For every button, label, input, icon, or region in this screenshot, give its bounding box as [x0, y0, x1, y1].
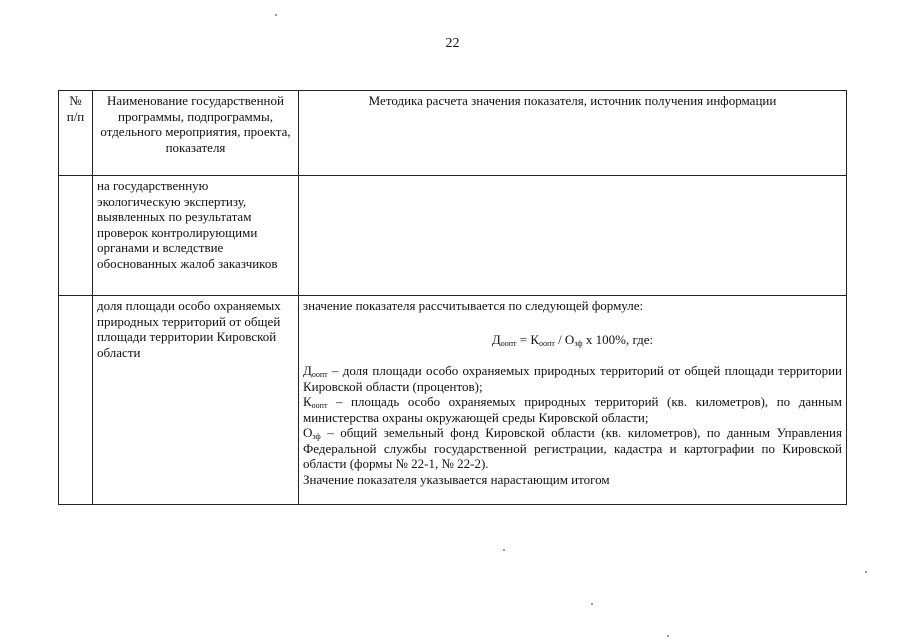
table-row	[59, 296, 847, 505]
scan-speck	[503, 549, 505, 551]
row-number-cell	[59, 296, 93, 505]
header-name: Наименование государственной программы, подпрограммы, отдельного мероприятия, проекта, показателя	[93, 91, 299, 176]
method-outro: Значение показателя указывается нарастающим итогом	[303, 471, 610, 487]
row-method-cell	[299, 176, 847, 296]
scan-speck	[865, 571, 867, 573]
page-number: 22	[445, 36, 460, 51]
definition-o-zf: $О_{зф}$ – общий земельный фонд Кировской области (кв. километров), по данным Управления Федеральной службы государственной регистрации, кадастра и картографии по Кировской области (формы № 22-1, № 22-2).	[303, 425, 842, 471]
header-number: № п/п	[59, 91, 93, 176]
definition-k-oopt: $К_{оопт}$ – площадь особо охраняемых природных территорий (кв. километров), по данным министерства охраны окружающей среды Кировской области;	[303, 394, 842, 425]
scan-speck	[591, 603, 593, 605]
definition-d-oopt: $Д_{оопт}$ – доля площади особо охраняемых природных территорий от общей площади территории Кировской области (процентов);	[303, 363, 842, 394]
row-name-cell: на государственную экологическую экспертизу, выявленных по результатам проверок контролирующими органами и вследствие обоснованных жалоб заказчиков	[93, 176, 299, 296]
table-row	[59, 176, 847, 296]
row-number-cell	[59, 176, 93, 296]
row-method-cell	[299, 296, 847, 505]
scan-speck	[275, 14, 277, 16]
scan-speck	[667, 635, 669, 637]
method-intro: значение показателя рассчитывается по следующей формуле:	[303, 298, 644, 313]
table-header-row	[59, 91, 847, 176]
header-method: Методика расчета значения показателя, источник получения информации	[299, 91, 847, 176]
row-name-cell: доля площади особо охраняемых природных территорий от общей площади территории Кировской области	[93, 296, 299, 505]
formula: $Д_{оопт} = К_{оопт} / О_{зф}$ х 100%, где:	[491, 331, 654, 348]
indicator-table	[58, 90, 847, 505]
